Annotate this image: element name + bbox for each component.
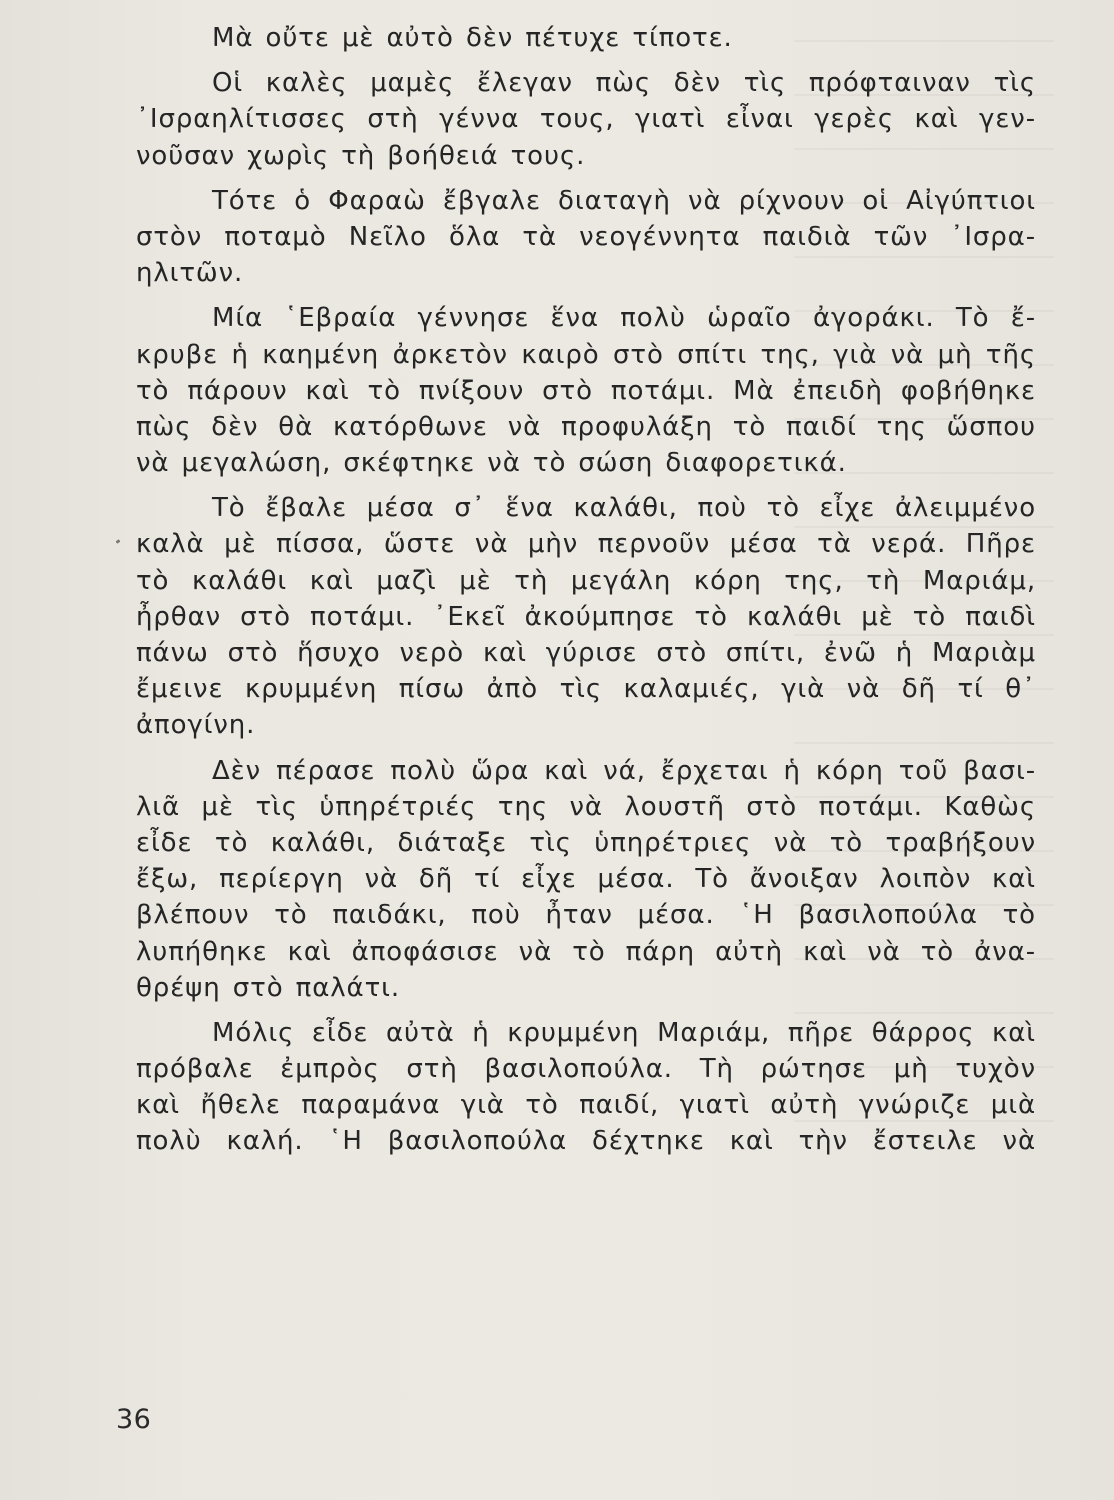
text-line: ᾿Ισραηλίτισσες στὴ γέννα τους, γιατὶ εἶναι γερὲς καὶ γεν- [136, 104, 1036, 135]
text-line: θρέψη στὸ παλάτι. [136, 972, 400, 1003]
text-line: ἔμεινε κρυμμένη πίσω ἀπὸ τὶς καλαμιές, γιὰ νὰ δῆ τί θ᾿ [136, 674, 1036, 705]
text-line: Δὲν πέρασε πολὺ ὥρα καὶ νά, ἔρχεται ἡ κόρη τοῦ βασι- [212, 755, 1036, 786]
text-line: κρυβε ἡ καημένη ἀρκετὸν καιρὸ στὸ σπίτι της, γιὰ νὰ μὴ τῆς [136, 339, 1036, 370]
text-line: ἀπογίνη. [136, 710, 256, 741]
text-line: λιᾶ μὲ τὶς ὑπηρέτριές της νὰ λουστῆ στὸ ποτάμι. Καθὼς [136, 791, 1036, 822]
text-line: Μόλις εἶδε αὐτὰ ἡ κρυμμένη Μαριάμ, πῆρε θάρρος καὶ [212, 1017, 1036, 1048]
text-line: πάνω στὸ ἥσυχο νερὸ καὶ γύρισε στὸ σπίτι, ἐνῶ ἡ Μαριὰμ [136, 638, 1036, 668]
text-line: εἶδε τὸ καλάθι, διάταξε τὶς ὑπηρέτριες νὰ τὸ τραβήξουν [136, 827, 1036, 858]
paragraph-5 [136, 490, 1036, 743]
page-number: 36 [116, 1404, 152, 1435]
text-line: λυπήθηκε καὶ ἀποφάσισε νὰ τὸ πάρη αὐτὴ καὶ νὰ τὸ ἀνα- [136, 936, 1036, 967]
body-text [136, 20, 1036, 1169]
text-line: Οἱ καλὲς μαμὲς ἔλεγαν πὼς δὲν τὶς πρόφταιναν τὶς [212, 68, 1036, 99]
text-line: στὸν ποταμὸ Νεῖλο ὅλα τὰ νεογέννητα παιδιὰ τῶν ᾿Ισρα- [136, 221, 1036, 252]
paragraph-4 [136, 300, 1036, 481]
paper-speck [116, 539, 121, 544]
text-line: Τὸ ἔβαλε μέσα σ᾿ ἕνα καλάθι, ποὺ τὸ εἶχε ἀλειμμένο [212, 493, 1036, 524]
text-line: Μὰ οὔτε μὲ αὐτὸ δὲν πέτυχε τίποτε. [212, 23, 733, 53]
text-line: ηλιτῶν. [136, 258, 244, 289]
text-line: πὼς δὲν θὰ κατόρθωνε νὰ προφυλάξη τὸ παιδί της ὥσπου [136, 411, 1036, 442]
paragraph-2 [136, 65, 1036, 174]
paragraph-3 [136, 183, 1036, 292]
text-line: καλὰ μὲ πίσσα, ὥστε νὰ μὴν περνοῦν μέσα τὰ νερά. Πῆρε [136, 529, 1036, 560]
text-line: Τότε ὁ Φαραὼ ἔβγαλε διαταγὴ νὰ ρίχνουν οἱ Αἰγύπτιοι [212, 185, 1036, 216]
paragraph-7 [136, 1015, 1036, 1160]
text-line: Μία ῾Εβραία γέννησε ἕνα πολὺ ὡραῖο ἀγοράκι. Τὸ ἔ- [212, 303, 1036, 334]
text-line: νὰ μεγαλώση, σκέφτηκε νὰ τὸ σώση διαφορετικά. [136, 448, 847, 479]
text-line: τὸ πάρουν καὶ τὸ πνίξουν στὸ ποτάμι. Μὰ ἐπειδὴ φοβήθηκε [136, 375, 1036, 406]
paragraph-6 [136, 753, 1036, 1006]
text-line: πολὺ καλή. ῾Η βασιλοπούλα δέχτηκε καὶ τὴν ἔστειλε νὰ [136, 1126, 1036, 1157]
text-line: βλέπουν τὸ παιδάκι, ποὺ ἦταν μέσα. ῾Η βασιλοπούλα τὸ [136, 900, 1036, 931]
text-line: πρόβαλε ἐμπρὸς στὴ βασιλοπούλα. Τὴ ρώτησε μὴ τυχὸν [136, 1054, 1036, 1085]
text-line: τὸ καλάθι καὶ μαζὶ μὲ τὴ μεγάλη κόρη της, τὴ Μαριάμ, [136, 565, 1036, 596]
paragraph-1 [136, 20, 1036, 56]
text-line: ἦρθαν στὸ ποτάμι. ᾿Εκεῖ ἀκούμπησε τὸ καλάθι μὲ τὸ παιδὶ [136, 601, 1036, 632]
text-line: καὶ ἤθελε παραμάνα γιὰ τὸ παιδί, γιατὶ αὐτὴ γνώριζε μιὰ [136, 1090, 1036, 1121]
text-line: ἔξω, περίεργη νὰ δῆ τί εἶχε μέσα. Τὸ ἄνοιξαν λοιπὸν καὶ [136, 864, 1036, 895]
text-line: νοῦσαν χωρὶς τὴ βοήθειά τους. [136, 140, 586, 171]
